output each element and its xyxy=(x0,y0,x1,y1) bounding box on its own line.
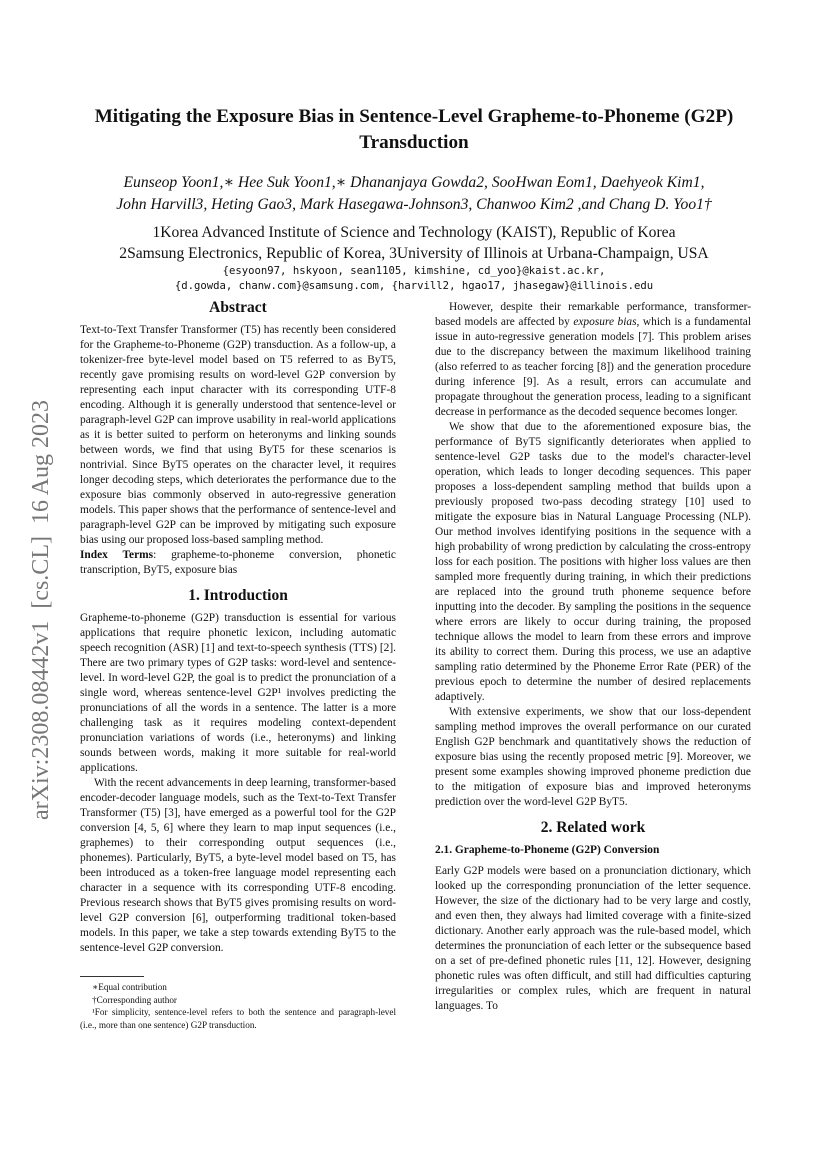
email-line-2: {d.gowda, chanw.com}@samsung.com, {harvill2, hgao17, jhasegaw}@illinois.edu xyxy=(174,280,654,292)
intro-paragraph-4: We show that due to the aforementioned exposure bias, the performance of ByT5 significantly deteriorates when applied to sentence-level G2P tasks due to the model's character-level operation, which leads to longer decoding sequences. This paper proposes a loss-dependent sampling method that builds upon a previously proposed two-pass decoding strategy [10] used to mitigate the exposure bias in Natural Language Processing (NLP). Our method involves identifying positions in the sequence with a high probability of wrong prediction by calculating the cross-entropy loss for each position. The positions with higher loss values are then sampled more frequently during training, in which their predictions are replaced into the ground truth phoneme sequence before inputting into the decoder. By sampling the positions in the sequence where errors are likely to occur during training, the proposed technique allows the model to learn from these errors and improve its ability to correct them. During this process, we use an adaptive sampling ratio determined by the Phoneme Error Rate (PER) of the previous epoch to determine the number of desired replacements adaptively. xyxy=(435,421,751,703)
footnote-equal-contribution: ∗Equal contribution xyxy=(92,982,167,992)
p3-rest: , which is a fundamental issue in auto-regressive generation models [7]. This problem arises due to the discrepancy between the maximum likelihood training (also referred to as teacher forcing [8]) and the generation procedure during inference [9]. As a result, errors can accumulate and propagate throughout the generation process, leading to a significant decrease in performance as the decoded sequence becomes longer. xyxy=(435,316,751,418)
author-list xyxy=(80,172,748,216)
index-terms-label: Index Terms xyxy=(80,549,154,561)
intro-paragraph-1: Grapheme-to-phoneme (G2P) transduction is essential for various applications that require phonetic lexicon, including automatic speech recognition (ASR) [1] and text-to-speech synthesis (TTS) [2]. There are two primary types of G2P tasks: word-level and sentence-level. In word-level G2P, the goal is to predict the pronunciation of a single word, whereas sentence-level G2P¹ involves predicting the pronunciations of all the words in a sentence. The latter is a more challenging task as it requires modeling context-dependent pronunciation variations of words (i.e., heteronyms) and linking sounds between words, making it more suitable for real-world applications. xyxy=(80,612,396,774)
footnote-rule xyxy=(80,976,144,977)
email-line-1: {esyoon97, hskyoon, sean1105, kimshine, cd_yoo}@kaist.ac.kr, xyxy=(222,265,606,277)
p3-lead: However, despite their remarkable performance, transformer-based models are affected by xyxy=(435,301,751,328)
related-work-heading: 2. Related work xyxy=(540,819,646,836)
intro-paragraph-5: With extensive experiments, we show that our loss-dependent sampling method improves the overall performance on our curated English G2P benchmark and quantitatively shows the reduction of exposure bias using the recently proposed metric [9]. Moreover, we present some examples showing improved phoneme prediction due to the mitigation of exposure bias and improved heteronyms prediction over the word-level G2P ByT5. xyxy=(435,706,751,808)
affiliation-line-2: 2Samsung Electronics, Republic of Korea, 3University of Illinois at Urbana-Champaign, USA xyxy=(119,245,709,262)
abstract-heading: Abstract xyxy=(209,299,267,316)
intro-paragraph-3 xyxy=(435,300,751,420)
affiliation-line-1: 1Korea Advanced Institute of Science and Technology (KAIST), Republic of Korea xyxy=(152,224,676,241)
affiliations xyxy=(80,222,748,264)
introduction-heading: 1. Introduction xyxy=(188,587,288,604)
index-terms xyxy=(80,548,396,578)
exposure-bias-term: exposure bias xyxy=(573,316,637,328)
arxiv-side-identifier xyxy=(18,360,62,860)
author-line-2: John Harvill3, Heting Gao3, Mark Hasegawa-Johnson3, Chanwoo Kim2 ,and Chang D. Yoo1† xyxy=(116,196,712,213)
related-paragraph-1: Early G2P models were based on a pronunciation dictionary, which looked up the corresponding pronunciation of the letter sequence. However, the size of the dictionary had to be very large and costly, and even then, they always had limited coverage with a finite-sized dictionary. Another early approach was the rule-based model, which determines the pronunciation of each letter or the subsequence based on a set of pre-defined phonetic rules [11, 12]. However, designing phonetic rules was often difficult, and still had difficulties capturing irregularities or complex rules, which are frequent in natural languages. To xyxy=(435,865,751,1012)
right-column xyxy=(435,300,751,1014)
abstract-text: Text-to-Text Transfer Transformer (T5) has recently been considered for the Grapheme-to-Phoneme (G2P) transduction. As a follow-up, a tokenizer-free byte-level model based on T5 referred to as ByT5, recently gave promising results on word-level G2P conversion by representing each input character with its corresponding UTF-8 encoding. Although it is generally understood that sentence-level or paragraph-level G2P can improve usability in real-world applications as it is better suited to perform on heteronyms and linking sounds between words, we find that using ByT5 for these scenarios is nontrivial. Since ByT5 operates on the character level, it requires longer decoding steps, which deteriorates the performance due to the exposure bias commonly observed in auto-regressive generation models. This paper shows that the performance of sentence-level and paragraph-level G2P can be improved by mitigating such exposure bias using our proposed loss-based sampling method. xyxy=(80,324,396,546)
author-line-1: Eunseop Yoon1,∗ Hee Suk Yoon1,∗ Dhananjaya Gowda2, SooHwan Eom1, Daehyeok Kim1, xyxy=(123,174,705,191)
author-emails xyxy=(80,264,748,294)
footnotes xyxy=(80,976,396,1031)
footnote-sentence-level: ¹For simplicity, sentence-level refers to both the sentence and paragraph-level (i.e., more than one sentence) G2P transduction. xyxy=(80,1007,396,1030)
index-terms-list: : grapheme-to-phoneme conversion, phonetic transcription, ByT5, exposure bias xyxy=(80,549,396,576)
paper-title: Mitigating the Exposure Bias in Sentence-Level Grapheme-to-Phoneme (G2P) Transduction xyxy=(94,106,734,153)
arxiv-id-text: arXiv:2308.08442v1 [cs.CL] 16 Aug 2023 xyxy=(28,400,54,820)
left-column xyxy=(80,300,396,956)
footnote-corresponding-author: †Corresponding author xyxy=(92,994,177,1005)
g2p-subsection-heading: 2.1. Grapheme-to-Phoneme (G2P) Conversion xyxy=(435,844,660,856)
intro-paragraph-2: With the recent advancements in deep learning, transformer-based encoder-decoder language models, such as the Text-to-Text Transfer Transformer (T5) [3], have emerged as a powerful tool for the G2P conversion [4, 5, 6] where they learn to map input sequences (i.e., graphemes) to their corresponding output sequences (i.e., phonemes). Particularly, ByT5, a byte-level model based on T5, has been introduced as a token-free language model representing each character in a sequence with its corresponding UTF-8 encoding. Previous research shows that ByT5 gives promising results on word-level G2P conversion [6], outperforming traditional token-based models. In this paper, we take a step towards extending ByT5 to the sentence-level G2P conversion. xyxy=(80,777,396,954)
